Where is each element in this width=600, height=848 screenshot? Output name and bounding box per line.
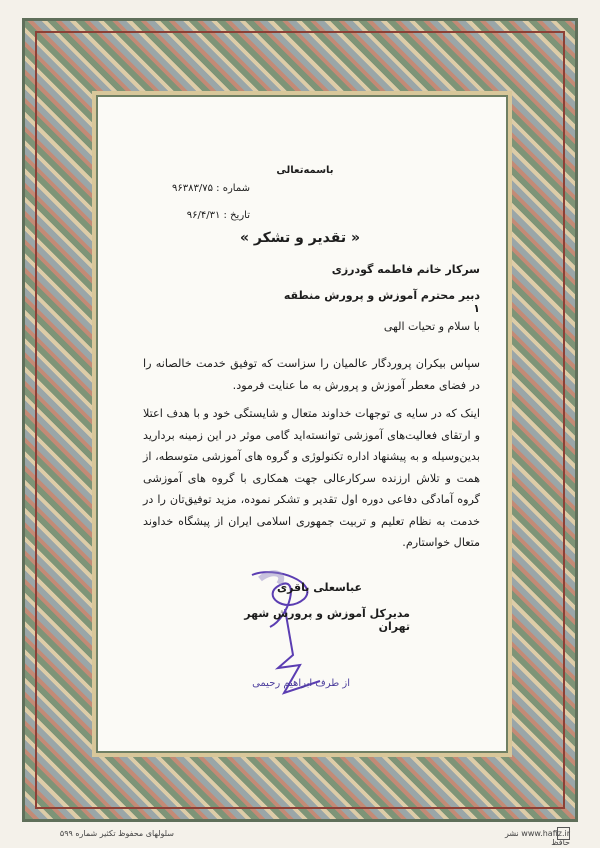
signer-name: عباسعلی باقری — [277, 581, 362, 594]
handwritten-signature: از طرف ابراهیم رحیمی — [252, 678, 350, 689]
footer-left: www.hafiz.ir نشر حافظ — [504, 829, 570, 847]
letter-date: تاریخ : ۹۶/۴/۳۱ — [186, 210, 250, 221]
certificate-title: « تقدیر و تشکر » — [239, 230, 361, 246]
paragraph-2: اینک که در سایه ی توجهات خداوند متعال و شایستگی خود و با هدف اعتلا و ارتقای فعالیت‌های آموزشی توانسته‌اید گامی موثر در این زمینه بردارید بدین‌وسیله و به پیشنهاد اداره تکنولوژی و گروه های آموزشی متوسطه، از همت و تلاش ارزنده سرکارعالی جهت همکاری با گروه های آموزشی گروه آمادگی دفاعی دوره اول تقدیر و تشکر نموده، مزید توفیق‌تان را در خدمت به نظام تعلیم و تربیت جمهوری اسلامی ایران از پیشگاه خداوند متعال خواستارم. — [143, 407, 480, 549]
footer-right: سلولهای محفوظ تکثیر شماره ۵۹۹ — [59, 829, 174, 838]
paragraph-1: سپاس بیکران پروردگار عالمیان را سزاست که توفیق خدمت خالصانه را در فضای معطر آموزش و پرورش به ما عنایت فرمود. — [143, 357, 480, 392]
letter-number: شماره : ۹۶۳۸۳/۷۵ — [172, 183, 250, 194]
heading: باسمه‌تعالی — [276, 165, 334, 176]
recipient-name: سرکار خانم فاطمه گودرزی — [331, 263, 480, 276]
recipient-title: دبیر محترم آموزش و پرورش منطقه ۱ — [283, 289, 480, 315]
greeting: با سلام و تحیات الهی — [383, 320, 480, 333]
publisher-logo-icon — [557, 827, 570, 840]
signer-position: مدیرکل آموزش و پرورش شهر تهران — [244, 607, 410, 633]
